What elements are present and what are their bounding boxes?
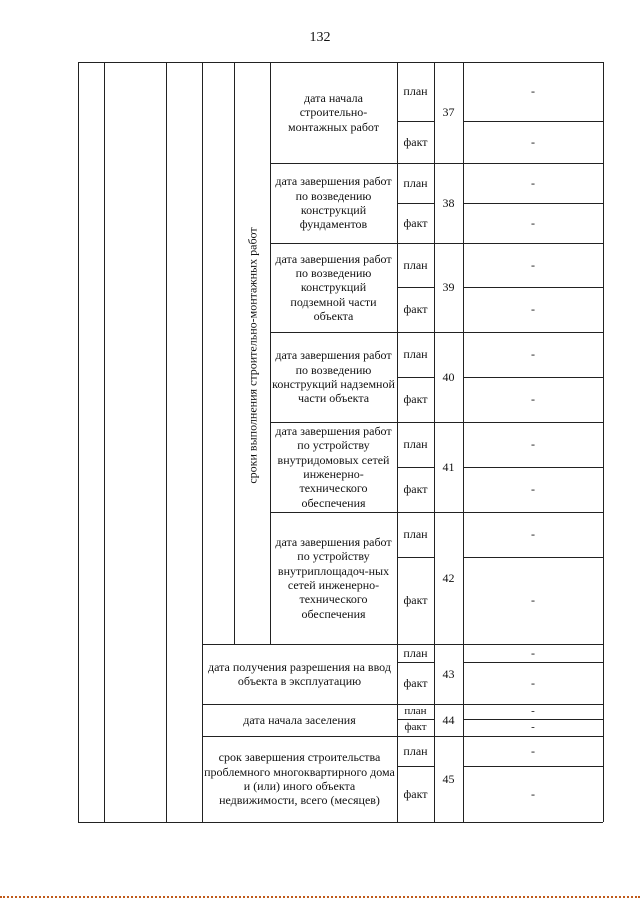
row-number: 44 [442, 712, 455, 727]
plan-value: - [531, 257, 535, 272]
indicator-label: дата завершения работ по возведению конструкций подземной части объекта [275, 251, 392, 323]
indicator-label: дата получения разрешения на ввод объекта в эксплуатацию [208, 659, 391, 688]
plan-value: - [531, 527, 535, 542]
page-bottom-border [0, 896, 640, 898]
plan-value: - [531, 175, 535, 190]
row-number: 45 [442, 771, 455, 786]
group-label-text: сроки выполнения строительно-монтажных работ [245, 226, 260, 484]
page-number: 132 [309, 30, 331, 45]
fact-label: факт [403, 302, 428, 317]
indicator-label: дата завершения работ по возведению конструкций надземной части объекта [272, 348, 395, 406]
row-number: 39 [442, 280, 455, 295]
plan-label: план [403, 527, 428, 542]
table-border-bottom [78, 822, 603, 823]
row-number: 37 [442, 105, 455, 120]
column-border [603, 62, 604, 822]
fact-value: - [531, 593, 535, 608]
row-number: 42 [442, 570, 455, 585]
fact-value: - [531, 392, 535, 407]
plan-value: - [531, 645, 535, 660]
plan-label: план [403, 743, 428, 758]
column-border [166, 62, 167, 822]
fact-label: факт [404, 721, 427, 734]
fact-label: факт [403, 675, 428, 690]
row-border [202, 644, 397, 645]
fact-value: - [531, 786, 535, 801]
fact-value: - [531, 721, 535, 734]
fact-label: факт [403, 392, 428, 407]
indicator-label: дата завершения работ по устройству внутридомовых сетей инженерно-технического обеспечения [275, 424, 392, 510]
fact-label: факт [403, 786, 428, 801]
fact-value: - [531, 134, 535, 149]
plan-value: - [531, 84, 535, 99]
fact-value: - [531, 215, 535, 230]
fact-value: - [531, 482, 535, 497]
row-number: 41 [442, 459, 455, 474]
column-border [270, 62, 271, 644]
fact-value: - [531, 302, 535, 317]
row-number: 40 [442, 369, 455, 384]
plan-value: - [531, 347, 535, 362]
plan-label: план [403, 347, 428, 362]
row-number: 38 [442, 195, 455, 210]
fact-label: факт [403, 593, 428, 608]
fact-value: - [531, 675, 535, 690]
plan-label: план [403, 645, 428, 660]
indicator-label: дата завершения работ по устройству внутриплощадоч-ных сетей инженерно-технического обеспечения [275, 535, 392, 621]
indicator-label: дата начала строительно-монтажных работ [287, 91, 380, 134]
plan-value: - [531, 705, 535, 718]
plan-label: план [403, 84, 428, 99]
indicator-label: дата начала заселения [243, 712, 356, 727]
column-border [234, 62, 235, 644]
row-number: 43 [442, 666, 455, 681]
column-border [202, 62, 203, 822]
column-border [78, 62, 79, 822]
indicator-label: срок завершения строительства проблемного многоквартирного дома и (или) иного объекта недвижимости, всего (месяцев) [204, 750, 395, 808]
plan-label: план [404, 705, 427, 718]
indicator-label: дата завершения работ по возведению конструкций фундаментов [275, 174, 392, 232]
plan-label: план [403, 257, 428, 272]
group-label [236, 64, 270, 646]
column-border [104, 62, 105, 822]
plan-value: - [531, 743, 535, 758]
plan-value: - [531, 437, 535, 452]
plan-label: план [403, 175, 428, 190]
plan-label: план [403, 437, 428, 452]
fact-label: факт [403, 134, 428, 149]
fact-label: факт [403, 482, 428, 497]
fact-label: факт [403, 215, 428, 230]
